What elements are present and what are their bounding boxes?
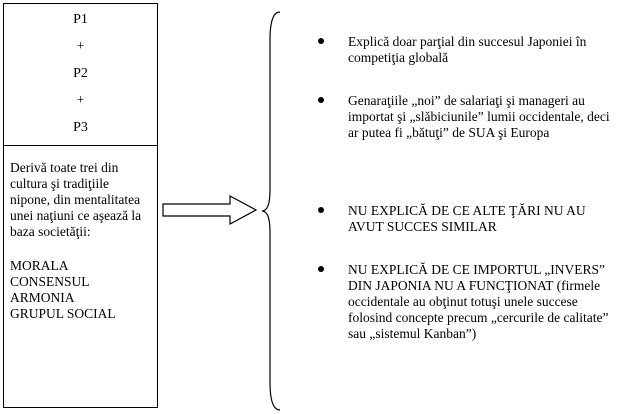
value-morala: MORALA [10,258,69,273]
plus-sign-1: + [76,39,85,54]
bullet-icon [318,266,324,272]
value-armonia: ARMONIA [10,290,75,305]
pillar-p1: P1 [73,12,88,27]
origin-description: Derivă toate trei din cultura şi tradiţiile nipone, din mentalitatea unei naţiuni ce aşează la baza societăţii: [10,160,142,239]
origin-cell [10,160,150,322]
pillar-p3: P3 [73,120,88,135]
bullet-icon [318,207,324,213]
plus-sign-2: + [76,93,85,108]
right-arrow-icon [160,193,260,227]
values-list [10,258,150,322]
pillar-p2: P2 [73,66,88,81]
bullet-icon [318,38,324,44]
curly-brace-icon [260,10,284,412]
pillars-cell [4,4,157,146]
value-consensul: CONSENSUL [10,274,90,289]
bullet-icon [318,97,324,103]
bullet-text: Explică doar parţial din succesul Japoniei în competiţia globală [348,34,587,65]
bullet-text: NU EXPLICĂ DE CE ALTE ŢĂRI NU AU AVUT SUCCES SIMILAR [348,203,586,234]
value-grupul-social: GRUPUL SOCIAL [10,306,116,321]
bullet-text: NU EXPLICĂ DE CE IMPORTUL „INVERS” DIN JAPONIA NU A FUNCŢIONAT (firmele occidentale au obţinut totuşi unele succese folosind concepte precum „cercurile de calitate” sau „sistemul Kanban”) [348,262,609,341]
bullet-text: Genaraţiile „noi” de salariaţi şi manageri au importat şi „slăbiciunile” lumii occidentale, deci ar putea fi „bătuţi” de SUA şi Europa [348,93,610,140]
